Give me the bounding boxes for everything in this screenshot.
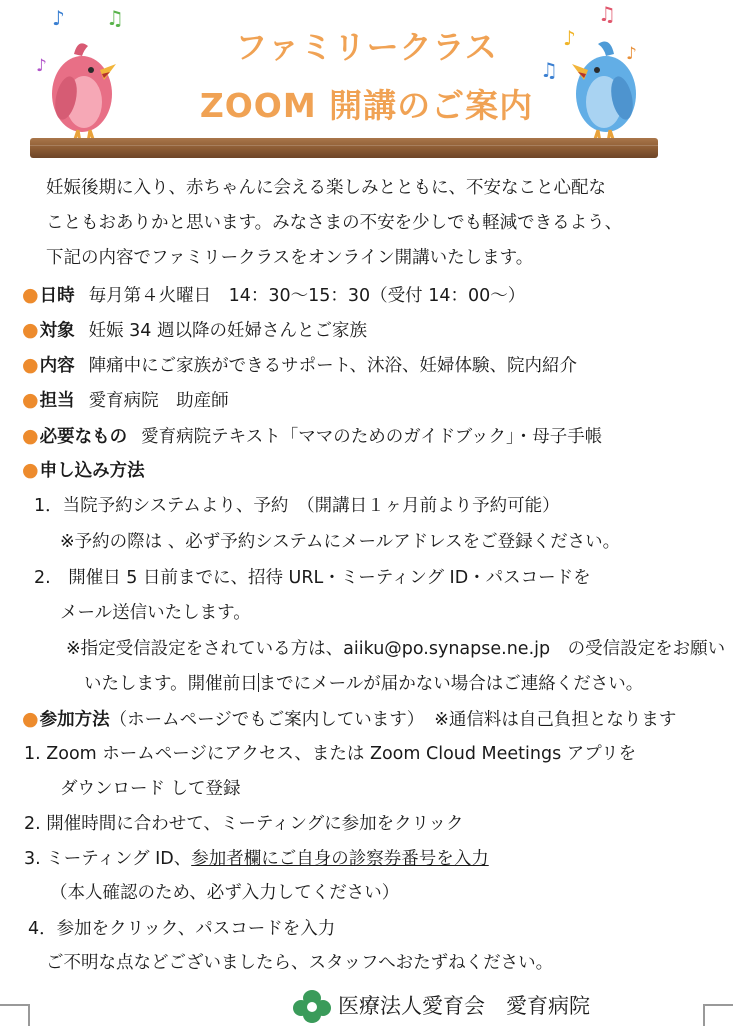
bullet-icon: ●	[22, 708, 39, 730]
required-row	[22, 424, 602, 449]
fee-note: ※通信料は自己負担となります	[434, 710, 677, 730]
staff-label: 担当	[39, 391, 75, 411]
participation-step-2: 2. 開催時間に合わせて、ミーティングに参加をクリック	[24, 814, 464, 834]
bullet-icon: ●	[22, 319, 39, 341]
hospital-logo-icon	[292, 988, 332, 1024]
target-value: 妊娠 34 週以降の妊婦さんとご家族	[88, 321, 367, 341]
content-row	[22, 353, 577, 378]
datetime-value: 毎月第４火曜日 14：30〜15：30（受付 14：00〜）	[88, 286, 526, 306]
application-step-1: 1．当院予約システムより、予約 （開講日１ヶ月前より予約可能）	[34, 496, 560, 516]
note-2-part-a: いたします。開催前日	[84, 674, 258, 694]
page-corner-left	[0, 1004, 30, 1026]
participation-step-3-cont: （本人確認のため、必ず入力してください）	[50, 883, 400, 903]
bullet-icon: ●	[22, 354, 39, 376]
step-3-underlined: 参加者欄にご自身の診察券番号を入力	[191, 849, 489, 869]
intro-line-3: 下記の内容でファミリークラスをオンライン開講いたします。	[46, 248, 534, 268]
music-note-icon: ♪	[626, 44, 637, 64]
application-label: 申し込み方法	[39, 461, 145, 481]
wooden-plank	[30, 138, 658, 158]
target-row	[22, 318, 367, 343]
application-step-2-cont: メール送信いたします。	[60, 603, 251, 623]
application-step-1-note: ※予約の際は 、必ず予約システムにメールアドレスをご登録ください。	[60, 532, 621, 552]
note-2-part-b: までにメールが届かない場合はご連絡ください。	[258, 674, 644, 694]
staff-value: 愛育病院 助産師	[88, 391, 229, 411]
blue-bird-illustration	[562, 28, 644, 144]
staff-row	[22, 388, 229, 413]
pink-bird-illustration	[44, 32, 126, 144]
bullet-icon: ●	[22, 425, 39, 447]
intro-line-1: 妊娠後期に入り、赤ちゃんに会える楽しみとともに、不安なこと心配な	[46, 178, 606, 198]
participation-label: 参加方法	[39, 710, 110, 730]
closing-text: ご不明な点などございましたら、スタッフへおたずねください。	[46, 953, 554, 973]
music-note-icon: ♫	[540, 58, 558, 82]
participation-step-4: 4．参加をクリック、パスコードを入力	[28, 919, 336, 939]
datetime-label: 日時	[39, 286, 75, 306]
step-3-part-a: 3. ミーティング ID、	[24, 849, 192, 869]
music-note-icon: ♫	[598, 2, 616, 26]
datetime-row	[22, 283, 525, 308]
application-step-2-note-1: ※指定受信設定をされている方は、aiiku@po.synapse.ne.jp の受信設定をお願い	[66, 639, 726, 659]
application-heading	[22, 458, 145, 483]
participation-heading	[22, 707, 676, 732]
participation-step-1-cont: ダウンロード して登録	[60, 779, 241, 799]
bullet-icon: ●	[22, 389, 39, 411]
required-label: 必要なもの	[39, 427, 128, 447]
participation-sub: （ホームページでもご案内しています）	[109, 710, 425, 730]
participation-step-3	[24, 847, 489, 871]
content-value: 陣痛中にご家族ができるサポート、沐浴、妊婦体験、院内紹介	[88, 356, 578, 376]
title-line-2: ZOOM 開講のご案内	[199, 86, 534, 125]
content-label: 内容	[39, 356, 75, 376]
application-step-2-note-2	[84, 672, 643, 696]
footer-org-name: 医療法人愛育会 愛育病院	[338, 994, 590, 1018]
music-note-icon: ♪	[563, 26, 576, 50]
required-value: 愛育病院テキスト「ママのためのガイドブック」・母子手帳	[141, 427, 603, 447]
application-step-2: 2. 開催日 5 日前までに、招待 URL・ミーティング ID・パスコードを	[34, 568, 591, 588]
music-note-icon: ♪	[52, 6, 65, 30]
music-note-icon: ♫	[106, 6, 124, 30]
title-line-1: ファミリークラス	[235, 28, 498, 66]
page-corner-right	[703, 1004, 733, 1026]
target-label: 対象	[39, 321, 75, 341]
intro-line-2: こともおありかと思います。みなさまの不安を少しでも軽減できるよう、	[46, 213, 623, 233]
participation-step-1: 1. Zoom ホームページにアクセス、または Zoom Cloud Meetings アプリを	[24, 744, 637, 764]
bullet-icon: ●	[22, 284, 39, 306]
bullet-icon: ●	[22, 459, 39, 481]
music-note-icon: ♪	[36, 56, 47, 76]
